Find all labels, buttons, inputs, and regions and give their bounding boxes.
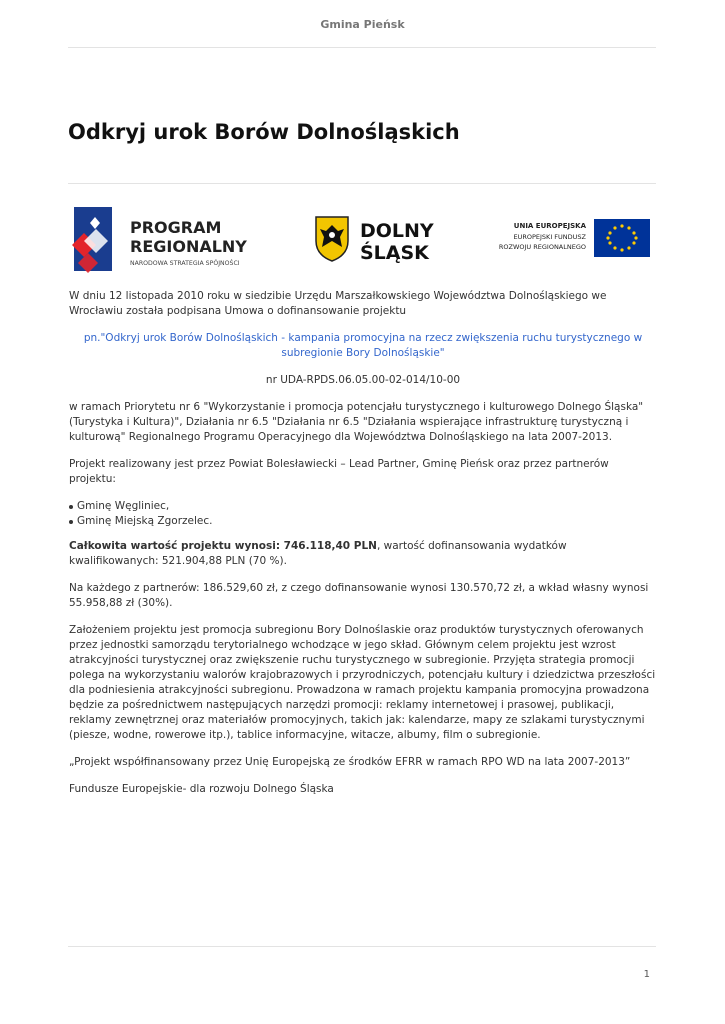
title-divider [68, 183, 656, 184]
slogan-paragraph: Fundusze Europejskie- dla rozwoju Dolnego Śląska [69, 783, 334, 795]
description-paragraph: Założeniem projektu jest promocja subregionu Bory Dolnoślaskie oraz produktów turystycznych oferowanych przez jednostki samorządu terytorialnego wchodzące w jego skład. Głównym celem projektu jest wzrost atrakcyjności turystycznej oraz zwiększenie ruchu turystycznego w subregionie. Przyjęta strategia promocji polega na wykorzystaniu walorów krajobrazowych i przyrodniczych, potencjału kultury i dziedzictwa przeszłości dla podniesienia atrakcyjności subregionu. Prowadzona w ramach projektu kampania promocyjna prowadzona będzie za pośrednictwem następujących narzędzi promocji: reklamy internetowej i prasowej, publikacji, reklamy zewnętrznej oraz materiałów promocyjnych, takich jak: kalendarze, mapy ze szlakami turystycznymi (piesze, wodne, rowerowe itp.), tablice informacyjne, witacze, albumy, film o subregionie. [69, 624, 656, 741]
project-name-link[interactable]: pn."Odkryj urok Borów Dolnośląskich - kampania promocyjna na rzecz zwiększenia ruchu turystycznego w subregionie Bory Dolnośląskie" [83, 332, 643, 359]
partners-list [69, 499, 657, 529]
cofinanced-paragraph: „Projekt współfinansowany przez Unię Europejską ze środków EFRR w ramach RPO WD na lata 2007-2013” [69, 756, 631, 768]
eu-logo [478, 217, 656, 259]
list-item: Gminę Węgliniec, [69, 499, 657, 514]
total-value-label: Całkowita wartość projektu wynosi: 746.118,40 PLN [69, 540, 377, 552]
dolny-slask-logo [314, 215, 444, 265]
program-line1: PROGRAM [130, 218, 222, 237]
program-line3: NARODOWA STRATEGIA SPÓJNOŚCI [130, 260, 240, 267]
eu-line2: EUROPEJSKI FUNDUSZ [513, 233, 586, 241]
article-body [69, 289, 657, 809]
list-item: Gminę Miejską Zgorzelec. [69, 514, 657, 529]
footer-divider [68, 946, 656, 947]
dolny-slask-line1: DOLNY [360, 220, 434, 242]
program-line2: REGIONALNY [130, 237, 247, 256]
site-name[interactable]: Gmina Pieńsk [320, 18, 405, 31]
eu-line3: ROZWOJU REGIONALNEGO [498, 243, 586, 251]
total-value-paragraph [69, 539, 657, 569]
sponsor-logos [68, 203, 656, 275]
program-regionalny-logo [68, 203, 273, 275]
partners-intro: Projekt realizowany jest przez Powiat Bolesławiecki – Lead Partner, Gminę Pieńsk oraz przez partnerów projektu: [69, 458, 609, 485]
per-partner-paragraph: Na każdego z partnerów: 186.529,60 zł, z czego dofinansowanie wynosi 130.570,72 zł, a wkład własny wynosi 55.958,88 zł (30%). [69, 582, 649, 609]
project-number: nr UDA-RPDS.06.05.00-02-014/10-00 [265, 374, 461, 386]
page-title: Odkryj urok Borów Dolnośląskich [68, 120, 460, 144]
priority-paragraph: w ramach Priorytetu nr 6 "Wykorzystanie i promocja potencjału turystycznego i kulturowego Dolnego Śląska" (Turystyka i Kultura)", Działania nr 6.5 "Działania nr 6.5 "Działania wspierające infrastrukturę turystyczną i kulturową" Regionalnego Programu Operacyjnego dla Województwa Dolnośląskiego na lata 2007-2013. [69, 401, 644, 443]
intro-paragraph: W dniu 12 listopada 2010 roku w siedzibie Urzędu Marszałkowskiego Województwa Dolnośląskiego we Wrocławiu została podpisana Umowa o dofinansowanie projektu [69, 290, 607, 317]
header-divider [68, 47, 656, 48]
program-regionalny-emblem [68, 203, 273, 275]
page-number: 1 [643, 969, 650, 980]
total-value-rest: , wartość dofinansowania wydatków kwalifikowanych: 521.904,88 PLN (70 %). [69, 540, 567, 567]
eu-line1: UNIA EUROPEJSKA [513, 222, 586, 230]
eu-flag-icon [478, 217, 656, 259]
dolny-slask-line2: ŚLĄSK [360, 242, 429, 264]
dolny-slask-crest-icon [314, 215, 444, 265]
